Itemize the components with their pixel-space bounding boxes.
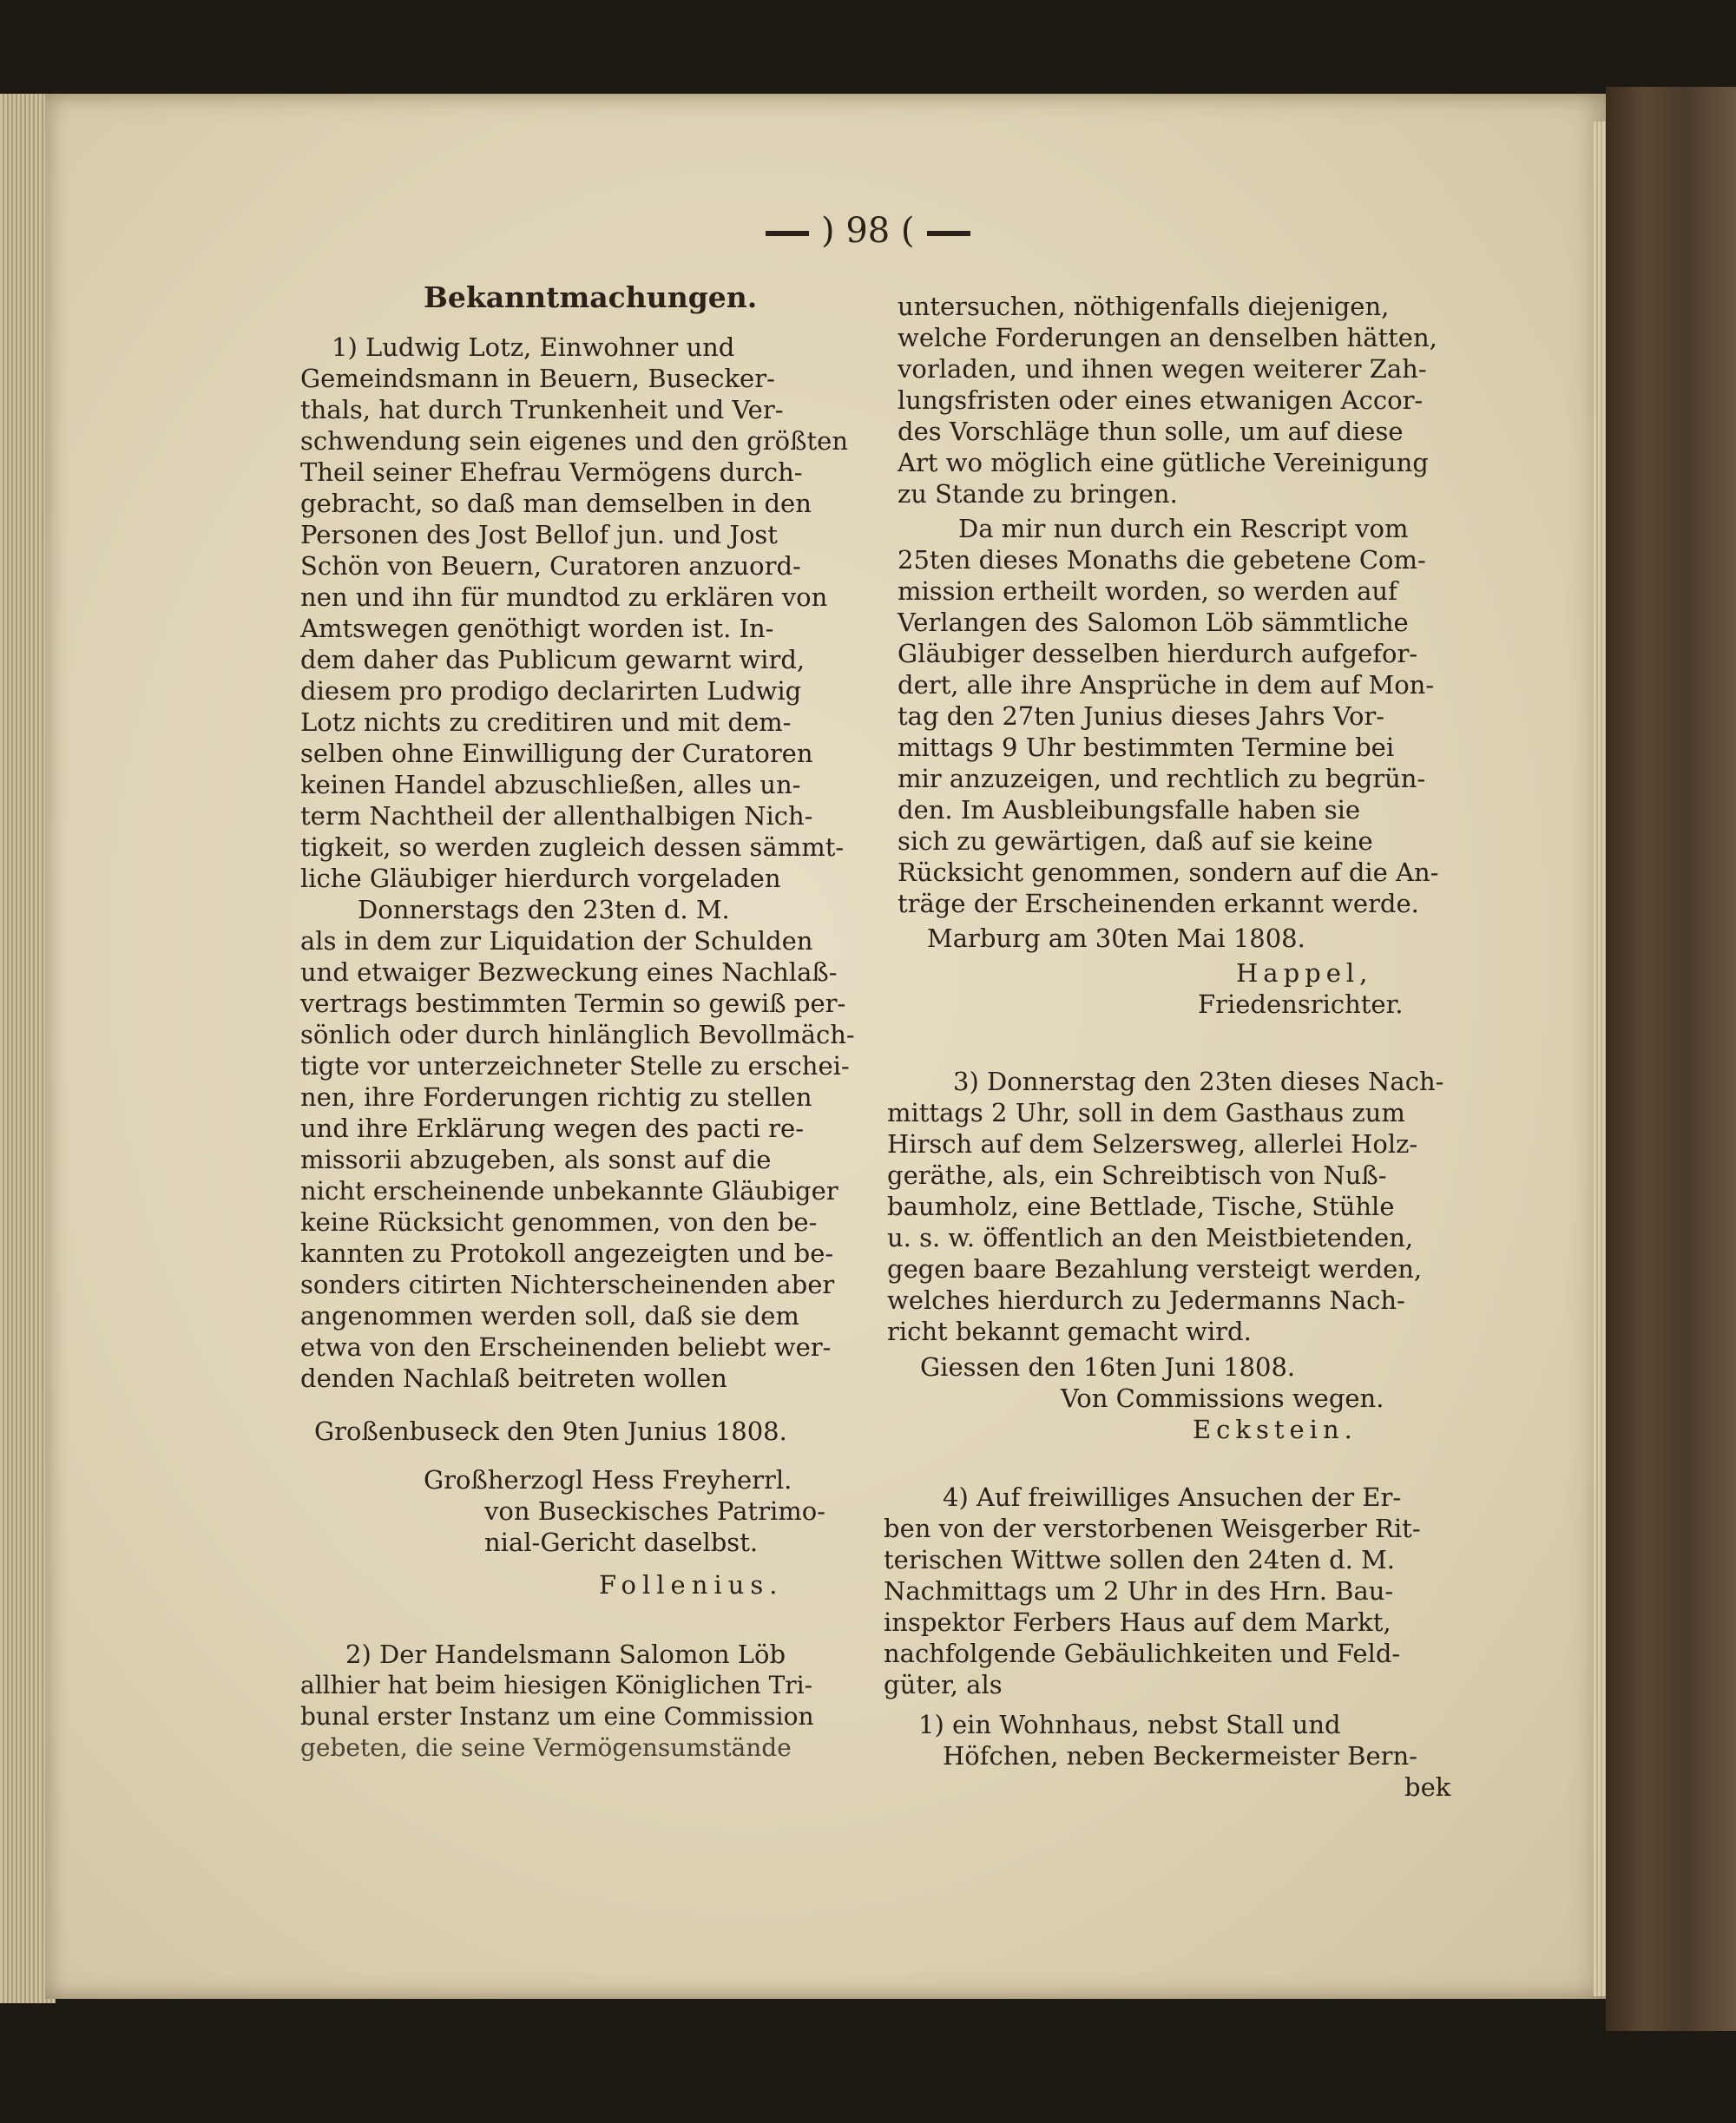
text-line: term Nachtheil der allenthalbigen Nich- <box>300 801 813 831</box>
text-line: vorladen, und ihnen wegen weiterer Zah- <box>898 354 1427 384</box>
text-line: etwa von den Erscheinenden beliebt wer- <box>300 1332 832 1362</box>
text-line: untersuchen, nöthigenfalls diejenigen, <box>898 292 1390 321</box>
text-line: gegen baare Bezahlung versteigt werden, <box>887 1254 1423 1284</box>
text-line: welches hierdurch zu Jedermanns Nach- <box>887 1285 1405 1315</box>
text-line: schwendung sein eigenes und den größten <box>300 426 848 456</box>
page-number-text: ) 98 ( <box>821 211 915 251</box>
text-line: Theil seiner Ehefrau Vermögens durch- <box>300 457 803 487</box>
text-line: missorii abzugeben, als sonst auf die <box>300 1145 772 1174</box>
text-line: Von Commissions wegen. <box>1061 1384 1384 1413</box>
text-line: von Buseckisches Patrimo- <box>484 1496 825 1526</box>
text-line: Großherzogl Hess Freyherrl. <box>424 1465 792 1495</box>
text-line: tigkeit, so werden zugleich dessen sämmt- <box>300 832 845 862</box>
text-line: keine Rücksicht genommen, von den be- <box>300 1207 818 1237</box>
text-line: ben von der verstorbenen Weisgerber Rit- <box>884 1514 1421 1543</box>
text-line: Personen des Jost Bellof jun. und Jost <box>300 520 778 549</box>
text-line: bunal erster Instanz um eine Commission <box>300 1702 814 1731</box>
text-line: diesem pro prodigo declarirten Ludwig <box>300 676 802 706</box>
text-line: nen und ihn für mundtod zu erklären von <box>300 582 828 612</box>
text-line: Gemeindsmann in Beuern, Busecker- <box>300 364 775 393</box>
signature-name: Follenius. <box>599 1570 784 1600</box>
text-line: Hirsch auf dem Selzersweg, allerlei Holz- <box>887 1129 1418 1159</box>
text-line: 2) Der Handelsmann Salomon Löb <box>345 1640 786 1669</box>
text-line: mittags 9 Uhr bestimmten Termine bei <box>898 733 1395 762</box>
text-line: mittags 2 Uhr, soll in dem Gasthaus zum <box>887 1098 1405 1127</box>
text-line: vertrags bestimmten Termin so gewiß per- <box>300 989 846 1018</box>
text-line: welche Forderungen an denselben hätten, <box>898 323 1437 352</box>
text-line: 3) Donnerstag den 23ten dieses Nach- <box>953 1067 1444 1096</box>
text-line: 1) Ludwig Lotz, Einwohner und <box>332 332 735 362</box>
text-line: geräthe, als, ein Schreibtisch von Nuß- <box>887 1160 1387 1190</box>
text-line: Da mir nun durch ein Rescript vom <box>958 514 1409 543</box>
text-line: Verlangen des Salomon Löb sämmtliche <box>898 608 1409 637</box>
text-line: denden Nachlaß beitreten wollen <box>300 1364 727 1393</box>
text-line: mission ertheilt worden, so werden auf <box>898 576 1397 606</box>
text-line: richt bekannt gemacht wird. <box>887 1317 1252 1346</box>
text-line: keinen Handel abzuschließen, alles un- <box>300 770 801 799</box>
text-line: lungsfristen oder eines etwanigen Accor- <box>898 385 1424 415</box>
text-line: Rücksicht genommen, sondern auf die An- <box>898 858 1439 887</box>
text-line: Schön von Beuern, Curatoren anzuord- <box>300 551 801 581</box>
page-number-dash-left <box>766 231 809 236</box>
text-line: gebeten, die seine Vermögensumstände <box>300 1733 792 1762</box>
text-line: nial-Gericht daselbst. <box>484 1528 759 1557</box>
text-line: Nachmittags um 2 Uhr in des Hrn. Bau- <box>884 1576 1394 1606</box>
text-line: angenommen werden soll, daß sie dem <box>300 1301 799 1331</box>
text-line: als in dem zur Liquidation der Schulden <box>300 926 813 956</box>
text-line: nachfolgende Gebäulichkeiten und Feld- <box>884 1639 1401 1668</box>
text-line: tag den 27ten Junius dieses Jahrs Vor- <box>898 701 1385 731</box>
text-line: mir anzuzeigen, und rechtlich zu begrün- <box>898 764 1426 793</box>
text-line: dem daher das Publicum gewarnt wird, <box>300 645 806 674</box>
text-line: 1) ein Wohnhaus, nebst Stall und <box>918 1710 1341 1739</box>
text-line: nen, ihre Forderungen richtig zu stellen <box>300 1082 812 1112</box>
text-line: des Vorschläge thun solle, um auf diese <box>898 417 1404 446</box>
text-line: dert, alle ihre Ansprüche in dem auf Mon- <box>898 670 1435 700</box>
text-line: Amtswegen genöthigt worden ist. In- <box>300 614 774 643</box>
text-line: Marburg am 30ten Mai 1808. <box>927 923 1305 953</box>
text-line: tigte vor unterzeichneter Stelle zu erschei- <box>300 1051 850 1081</box>
page-number <box>753 211 983 251</box>
text-line: güter, als <box>884 1670 1003 1699</box>
text-line: 4) Auf freiwilliges Ansuchen der Er- <box>943 1482 1402 1512</box>
text-line: baumholz, eine Bettlade, Tische, Stühle <box>887 1192 1395 1221</box>
text-line: Höfchen, neben Beckermeister Bern- <box>943 1741 1417 1771</box>
text-line: Art wo möglich eine gütliche Vereinigung <box>898 448 1429 477</box>
page-number-dash-right <box>927 231 970 236</box>
text-line: Großenbuseck den 9ten Junius 1808. <box>314 1416 787 1446</box>
text-line: Donnerstags den 23ten d. M. <box>358 895 730 924</box>
text-line: liche Gläubiger hierdurch vorgeladen <box>300 864 781 893</box>
text-line: und ihre Erklärung wegen des pacti re- <box>300 1114 804 1143</box>
text-line: zu Stande zu bringen. <box>898 479 1178 509</box>
text-line: 25ten dieses Monaths die gebetene Com- <box>898 545 1426 575</box>
text-line: nicht erscheinende unbekannte Gläubiger <box>300 1176 838 1206</box>
text-line: kannten zu Protokoll angezeigten und be- <box>300 1239 834 1268</box>
text-line: den. Im Ausbleibungsfalle haben sie <box>898 795 1361 825</box>
text-line: gebracht, so daß man demselben in den <box>300 489 812 518</box>
text-line: sönlich oder durch hinlänglich Bevollmäch- <box>300 1020 855 1049</box>
text-line: Friedensrichter. <box>1198 989 1404 1019</box>
signature-name: Happel, <box>1236 958 1373 988</box>
catchword: bek <box>1404 1772 1451 1802</box>
text-line: Lotz nichts zu creditiren und mit dem- <box>300 707 792 737</box>
text-line: Gläubiger desselben hierdurch aufgefor- <box>898 639 1418 668</box>
section-heading: Bekanntmachungen. <box>424 280 758 314</box>
text-line: sich zu gewärtigen, daß auf sie keine <box>898 826 1373 856</box>
text-line: selben ohne Einwilligung der Curatoren <box>300 739 813 768</box>
text-line: Giessen den 16ten Juni 1808. <box>920 1352 1296 1382</box>
signature-name: Eckstein. <box>1193 1415 1358 1444</box>
text-line: allhier hat beim hiesigen Königlichen Tri- <box>300 1671 813 1699</box>
text-line: terischen Wittwe sollen den 24ten d. M. <box>884 1545 1395 1574</box>
book-cover <box>1606 87 1736 2031</box>
text-line: inspektor Ferbers Haus auf dem Markt, <box>884 1607 1391 1637</box>
text-line: sonders citirten Nichterscheinenden aber <box>300 1270 835 1299</box>
text-line: u. s. w. öffentlich an den Meistbietenden, <box>887 1223 1414 1252</box>
text-line: träge der Erscheinenden erkannt werde. <box>898 889 1419 918</box>
text-line: und etwaiger Bezweckung eines Nachlaß- <box>300 957 838 987</box>
text-line: thals, hat durch Trunkenheit und Ver- <box>300 395 784 424</box>
